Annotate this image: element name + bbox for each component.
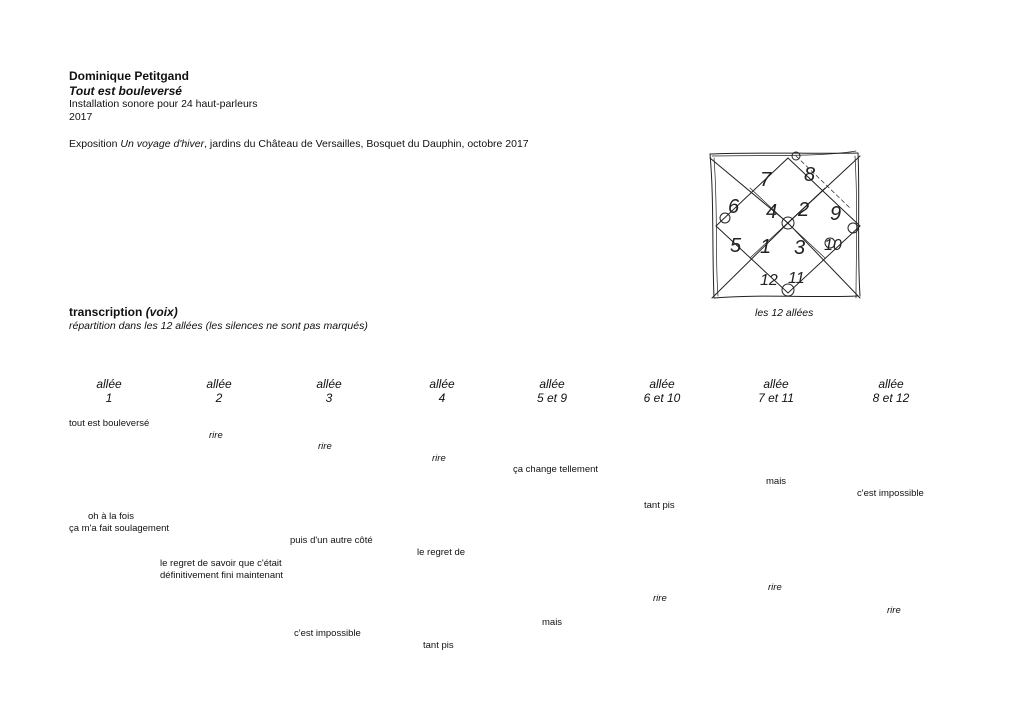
alleys-sketch xyxy=(700,148,880,303)
work-title: Tout est bouleversé xyxy=(69,84,182,98)
exhibition-prefix: Exposition xyxy=(69,138,121,150)
column-label: allée xyxy=(878,377,904,391)
column-label: allée xyxy=(539,377,565,391)
column-header xyxy=(289,377,369,405)
transcript-line: rire xyxy=(432,453,446,464)
column-number: 7 et 11 xyxy=(758,391,794,405)
transcription-title xyxy=(69,305,178,319)
work-year: 2017 xyxy=(69,111,93,123)
transcript-line: ça change tellement xyxy=(513,464,599,475)
sketch-number-1: 1 xyxy=(760,236,772,258)
transcript-line: mais xyxy=(766,476,787,487)
sketch-number-9: 9 xyxy=(830,203,842,225)
transcription-title-text: transcription xyxy=(69,305,143,319)
sketch-number-10: 10 xyxy=(824,237,842,254)
column-header xyxy=(69,377,149,405)
author-name: Dominique Petitgand xyxy=(69,69,189,83)
column-number: 8 et 12 xyxy=(872,391,910,405)
transcript-line: rire xyxy=(768,582,782,593)
transcription-title-italic: (voix) xyxy=(145,305,178,319)
column-number: 1 xyxy=(105,391,113,405)
transcript-line: rire xyxy=(209,430,223,441)
transcript-line: mais xyxy=(542,617,563,628)
sketch-caption: les 12 allées xyxy=(755,307,814,319)
column-header xyxy=(402,377,482,405)
column-number: 2 xyxy=(215,391,223,405)
sketch-number-8: 8 xyxy=(804,164,816,186)
transcription-subtitle: répartition dans les 12 allées (les silences ne sont pas marqués) xyxy=(69,320,368,332)
transcript-line: le regret de xyxy=(417,547,466,558)
transcript-line: c'est impossible xyxy=(294,628,361,639)
column-number: 3 xyxy=(325,391,333,405)
sketch-number-7: 7 xyxy=(760,169,772,191)
sketch-number-2: 2 xyxy=(798,199,810,221)
column-header xyxy=(736,377,816,405)
column-label: allée xyxy=(316,377,342,391)
transcript-line: rire xyxy=(653,593,667,604)
sketch-number-12: 12 xyxy=(760,272,778,289)
sketch-diagonals xyxy=(710,156,860,298)
exhibition-line xyxy=(69,138,529,150)
work-subtitle: Installation sonore pour 24 haut-parleurs xyxy=(69,98,258,110)
column-header xyxy=(512,377,592,405)
column-label: allée xyxy=(206,377,232,391)
transcript-line: définitivement fini maintenant xyxy=(160,570,284,581)
transcript-line: rire xyxy=(318,441,332,452)
sketch-number-11: 11 xyxy=(788,270,805,287)
sketch-number-4: 4 xyxy=(766,201,778,223)
transcript-line: ça m'a fait soulagement xyxy=(69,523,170,534)
column-header xyxy=(851,377,931,405)
exhibition-title: Un voyage d'hiver xyxy=(120,138,205,150)
sketch-number-5: 5 xyxy=(730,235,742,257)
transcript-line: tout est bouleversé xyxy=(69,418,150,429)
transcript-line: tant pis xyxy=(644,500,675,511)
column-label: allée xyxy=(763,377,789,391)
transcript-line: puis d'un autre côté xyxy=(290,535,373,546)
column-number: 5 et 9 xyxy=(536,391,568,405)
transcript-line: rire xyxy=(887,605,901,616)
transcript-line: c'est impossible xyxy=(857,488,924,499)
column-label: allée xyxy=(429,377,455,391)
transcript-line: tant pis xyxy=(423,640,454,651)
column-label: allée xyxy=(96,377,122,391)
sketch-number-3: 3 xyxy=(794,237,806,259)
column-number: 6 et 10 xyxy=(643,391,681,405)
transcript-line: le regret de savoir que c'était xyxy=(160,558,282,569)
exhibition-details: , jardins du Château de Versailles, Bosquet du Dauphin, octobre 2017 xyxy=(204,138,529,150)
column-header xyxy=(179,377,259,405)
column-label: allée xyxy=(649,377,675,391)
column-header xyxy=(622,377,702,405)
column-number: 4 xyxy=(438,391,446,405)
transcript-line: oh à la fois xyxy=(88,511,134,522)
sketch-number-6: 6 xyxy=(728,196,740,218)
